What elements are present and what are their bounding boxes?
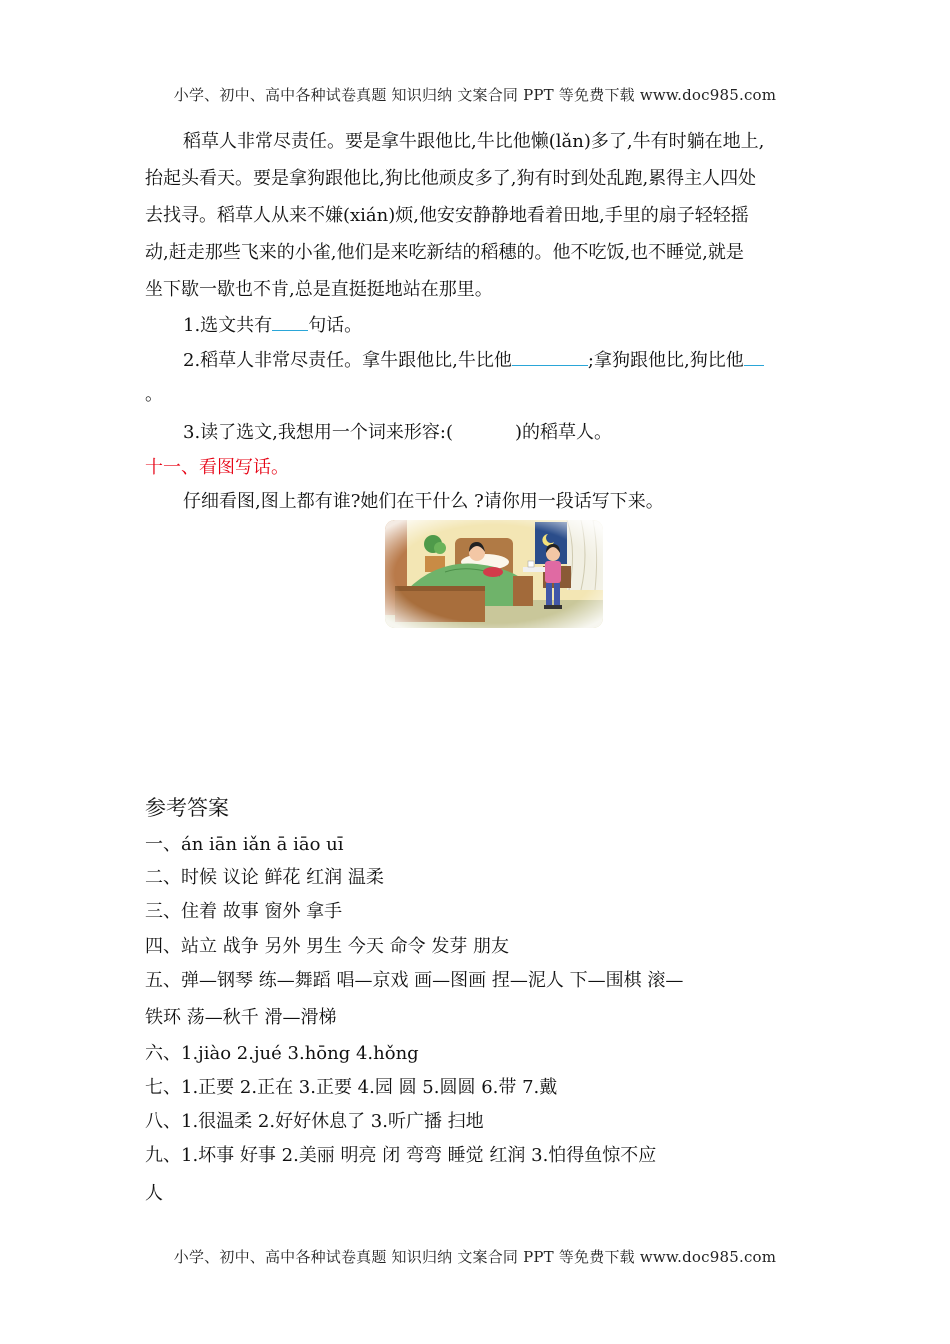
section-11-title: 十一、看图写话。 [145,457,289,478]
answer-line: 四、站立 战争 另外 男生 今天 命令 发芽 朋友 [145,936,510,957]
question-2: 2.稻草人非常尽责任。拿牛跟他比,牛比他 ;拿狗跟他比,狗比他 [183,346,764,372]
answer-line: 三、住着 故事 窗外 拿手 [145,901,343,922]
question-2-end: 。 [145,384,163,405]
passage-line: 稻草人非常尽责任。要是拿牛跟他比,牛比他懒(lǎn)多了,牛有时躺在地上, [183,131,765,152]
question-3: 3.读了选文,我想用一个词来形容:( )的稻草人。 [183,422,613,443]
question-1: 1.选文共有 句话。 [183,315,363,336]
answer-line: 八、1.很温柔 2.好好休息了 3.听广播 扫地 [145,1111,484,1132]
page-footer: 小学、初中、高中各种试卷真题 知识归纳 文案合同 PPT 等免费下载 www.doc985.com [173,1248,777,1266]
answer-line: 九、1.坏事 好事 2.美丽 明亮 闭 弯弯 睡觉 红润 3.怕得鱼惊不应 [145,1145,657,1166]
answer-line: 五、弹—钢琴 练—舞蹈 唱—京戏 画—图画 捏—泥人 下—围棋 滚— [145,970,684,991]
illustration-image [385,520,603,628]
passage-line: 去找寻。稻草人从来不嫌(xián)烦,他安安静静地看着田地,手里的扇子轻轻摇 [145,205,749,226]
answer-line: 六、1.jiào 2.jué 3.hōng 4.hǒng [145,1043,419,1064]
answer-line: 二、时候 议论 鲜花 红润 温柔 [145,867,384,888]
answer-blank[interactable] [512,351,588,366]
answer-line: 一、án iān iǎn ā iāo uī [145,834,344,855]
illustration-sick-mother [385,520,603,628]
section-11-prompt: 仔细看图,图上都有谁?她们在干什么 ?请你用一段话写下来。 [183,491,664,512]
answers-title: 参考答案 [145,796,229,820]
answer-line: 铁环 荡—秋千 滑—滑梯 [145,1007,337,1028]
answer-blank[interactable] [272,316,308,331]
answer-line: 七、1.正要 2.正在 3.正要 4.园 圆 5.圆圆 6.带 7.戴 [145,1077,558,1098]
page-header: 小学、初中、高中各种试卷真题 知识归纳 文案合同 PPT 等免费下载 www.doc985.com [173,86,777,104]
answer-line: 人 [145,1183,163,1204]
passage-line: 抬起头看天。要是拿狗跟他比,狗比他顽皮多了,狗有时到处乱跑,累得主人四处 [145,168,757,189]
answer-blank[interactable] [744,351,764,366]
passage-line: 坐下歇一歇也不肯,总是直挺挺地站在那里。 [145,279,493,300]
passage-line: 动,赶走那些飞来的小雀,他们是来吃新结的稻穗的。他不吃饭,也不睡觉,就是 [145,242,744,263]
